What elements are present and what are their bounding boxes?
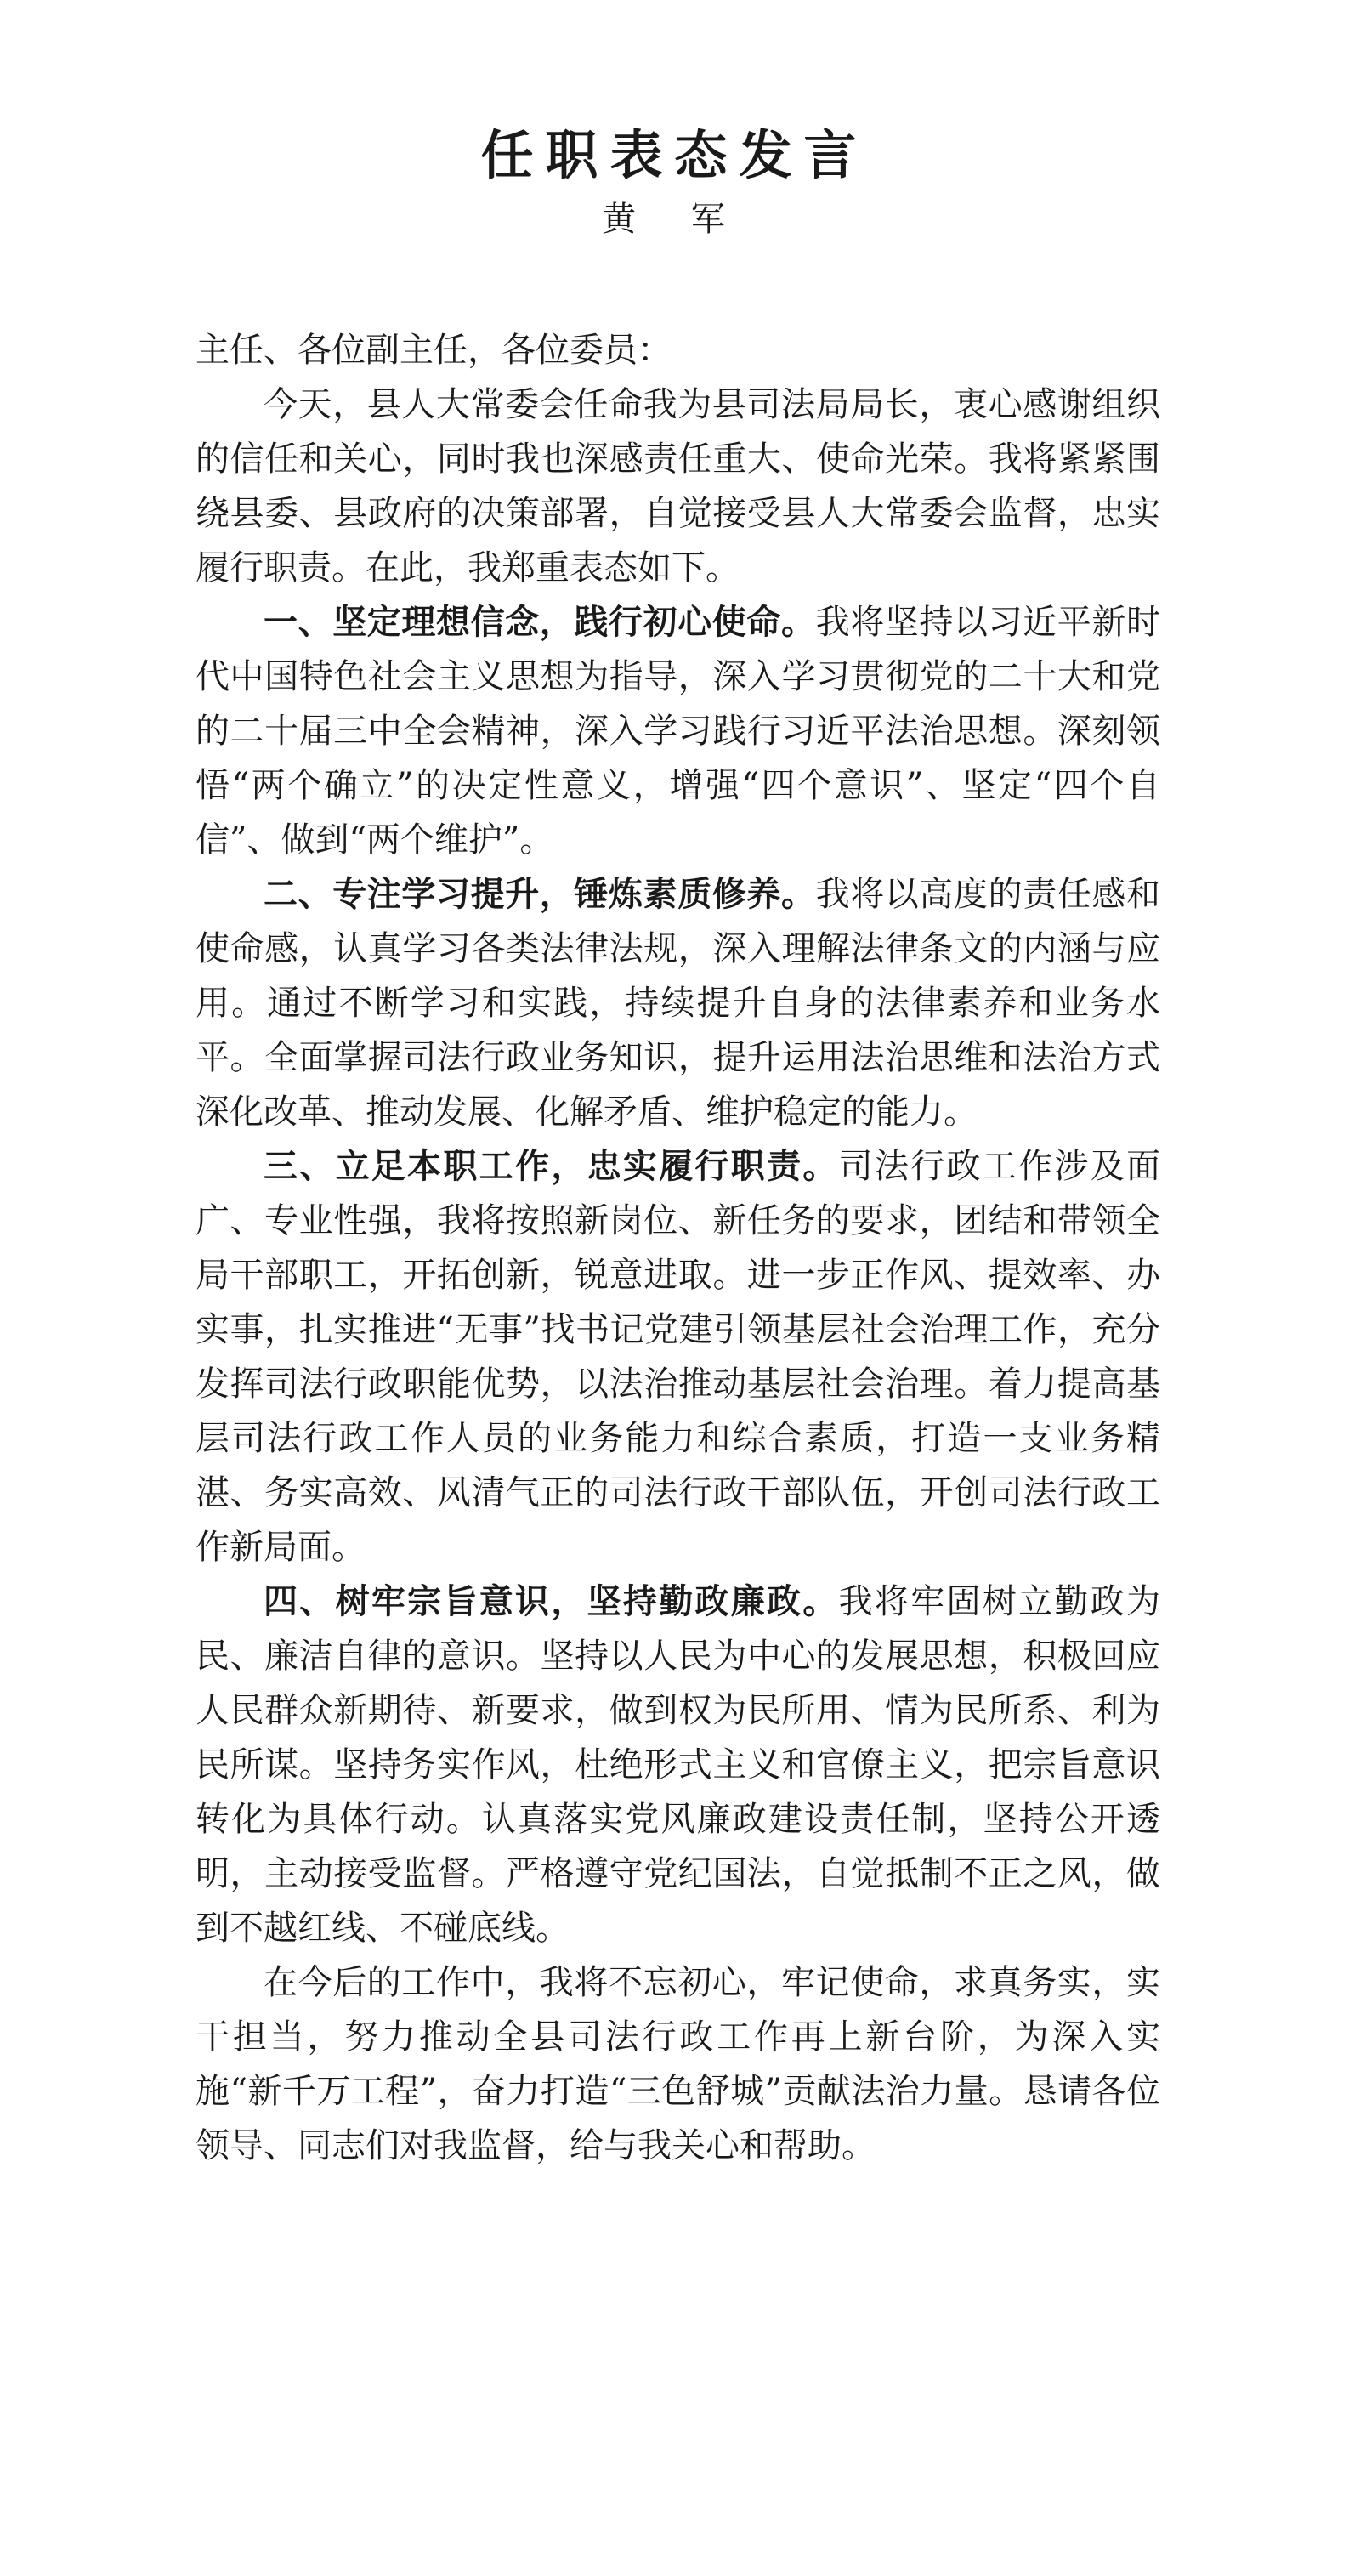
intro-paragraph: 今天，县人大常委会任命我为县司法局局长，衷心感谢组织的信任和关心，同时我也深感责任重大、使命光荣。我将紧紧围绕县委、县政府的决策部署，自觉接受县人大常委会监督，忠实履行职责。在此，我郑重表态如下。 [196, 385, 1160, 587]
section-heading-2: 二、专注学习提升，锤炼素质修养。 [264, 875, 816, 914]
section-paragraph-3 [196, 1139, 1160, 1575]
section-paragraph-1 [196, 595, 1160, 867]
section-text-4: 我将牢固树立勤政为民、廉洁自律的意识。坚持以人民为中心的发展思想，积极回应人民群众新期待、新要求，做到权为民所用、情为民所系、利为民所谋。坚持务实作风，杜绝形式主义和官僚主义，把宗旨意识转化为具体行动。认真落实党风廉政建设责任制，坚持公开透明，主动接受监督。严格遵守党纪国法，自觉抵制不正之风，做到不越红线、不碰底线。 [196, 1582, 1161, 1948]
section-heading-4: 四、树牢宗旨意识，坚持勤政廉政。 [264, 1582, 839, 1621]
closing-paragraph: 在今后的工作中，我将不忘初心，牢记使命，求真务实，实干担当，努力推动全县司法行政工作再上新台阶，为深入实施“新千万工程”，奋力打造“三色舒城”贡献法治力量。恳请各位领导、同志们对我监督，给与我关心和帮助。 [196, 1963, 1160, 2165]
author-name: 黄 军 [602, 200, 747, 239]
section-text-2: 我将以高度的责任感和使命感，认真学习各类法律法规，深入理解法律条文的内涵与应用。通过不断学习和实践，持续提升自身的法律素养和业务水平。全面掌握司法行政业务知识，提升运用法治思维和法治方式深化改革、推动发展、化解矛盾、维护稳定的能力。 [196, 875, 1161, 1132]
section-text-1: 我将坚持以习近平新时代中国特色社会主义思想为指导，深入学习贯彻党的二十大和党的二十届三中全会精神，深入学习践行习近平法治思想。深刻领悟“两个确立”的决定性意义，增强“四个意识”、坚定“四个自信”、做到“两个维护”。 [196, 603, 1161, 860]
section-paragraph-4 [196, 1575, 1160, 1955]
document-body [196, 323, 1160, 2173]
document-title: 任职表态发言 [480, 124, 869, 186]
section-heading-3: 三、立足本职工作，忠实履行职责。 [264, 1147, 839, 1186]
section-text-3: 司法行政工作涉及面广、专业性强，我将按照新岗位、新任务的要求，团结和带领全局干部职工，开拓创新，锐意进取。进一步正作风、提效率、办实事，扎实推进“无事”找书记党建引领基层社会治理工作，充分发挥司法行政职能优势，以法治推动基层社会治理。着力提高基层司法行政工作人员的业务能力和综合素质，打造一支业务精湛、务实高效、风清气正的司法行政干部队伍，开创司法行政工作新局面。 [196, 1147, 1161, 1567]
section-heading-1: 一、坚定理想信念，践行初心使命。 [264, 603, 816, 642]
salutation: 主任、各位副主任，各位委员： [196, 331, 672, 370]
section-paragraph-2 [196, 867, 1160, 1139]
